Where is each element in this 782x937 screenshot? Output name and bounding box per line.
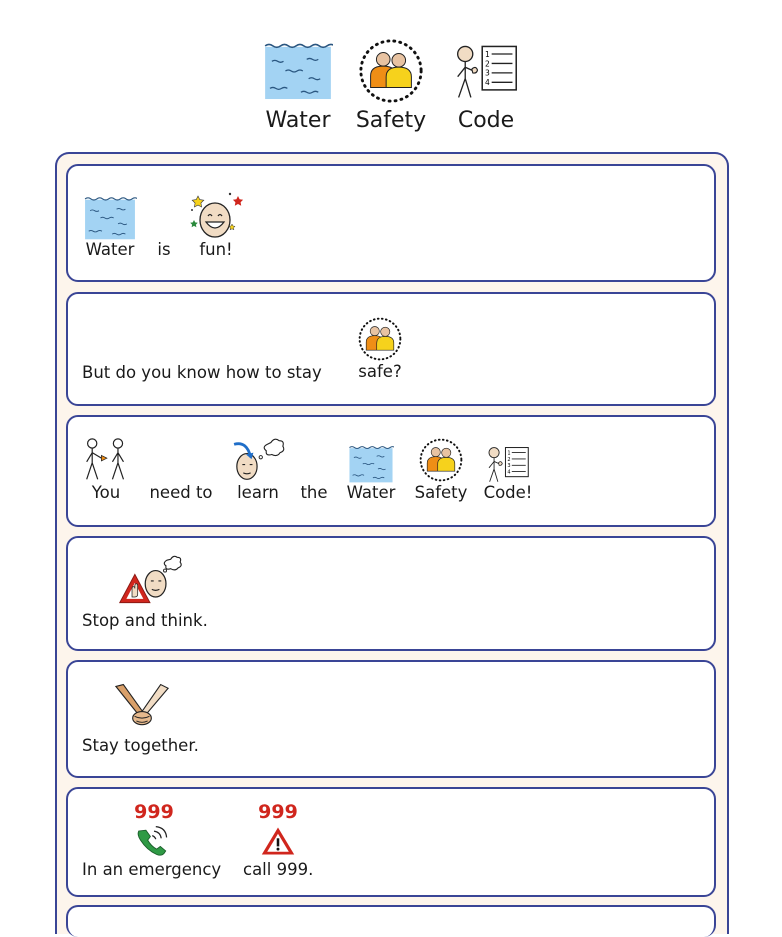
symbol-fun (186, 188, 246, 259)
word: need to (149, 483, 213, 502)
card-learn-code (66, 415, 716, 527)
word: Water (346, 483, 396, 502)
header-word: Code (457, 108, 515, 133)
emergency-number: 999 (258, 801, 298, 823)
phone-icon (136, 825, 172, 857)
symbol-water (342, 435, 400, 502)
code-checklist-icon (485, 445, 531, 483)
word-is (153, 240, 175, 259)
emergency-number: 999 (134, 801, 174, 823)
symbol-999-phone (124, 801, 184, 857)
safety-people-icon (357, 37, 425, 105)
sentence-text: Stop and think. (82, 611, 208, 630)
word: is (157, 240, 171, 259)
card-water-is-fun (66, 164, 716, 282)
header-symbol-code (441, 36, 531, 133)
word: safe? (358, 362, 402, 381)
sentence-text: call 999. (243, 860, 314, 879)
learn-head-icon (230, 437, 286, 483)
word: Water (85, 240, 135, 259)
word-need-to (144, 483, 218, 502)
code-checklist-icon (452, 42, 520, 100)
laughing-face-icon (186, 190, 246, 240)
word: fun! (199, 240, 233, 259)
sentence-text: Stay together. (82, 736, 199, 755)
stop-sign-icon (116, 552, 182, 608)
header-symbol-safety (346, 36, 436, 133)
symbol-safety (410, 435, 472, 502)
card-stop-think (66, 536, 716, 651)
word: the (300, 483, 328, 502)
card-next-partial (66, 905, 716, 937)
pointing-people-icon (83, 437, 129, 483)
title-header (0, 36, 782, 140)
holding-hands-icon (114, 682, 170, 730)
word-the (294, 483, 334, 502)
symbol-water (82, 194, 138, 259)
sentence-text: But do you know how to stay (82, 363, 322, 382)
sentence-text: In an emergency (82, 860, 222, 879)
header-word: Safety (355, 108, 427, 133)
header-word: Water (265, 108, 331, 133)
word: You (91, 483, 121, 502)
safety-people-icon (357, 316, 403, 362)
warning-triangle-icon (260, 825, 296, 857)
symbol-learn (228, 435, 288, 502)
water-icon (348, 445, 394, 483)
card-stay-safe (66, 292, 716, 406)
card-stay-together (66, 660, 716, 778)
symbol-code (480, 435, 536, 502)
safety-people-icon (418, 437, 464, 483)
water-icon (263, 42, 333, 100)
card-emergency (66, 787, 716, 897)
word: learn (237, 483, 279, 502)
word: Code! (483, 483, 533, 502)
symbol-you (80, 435, 132, 502)
water-icon (83, 196, 137, 240)
header-symbol-water (253, 36, 343, 133)
symbol-safe (352, 314, 408, 381)
word: Safety (414, 483, 468, 502)
symbol-999-warning (248, 801, 308, 857)
